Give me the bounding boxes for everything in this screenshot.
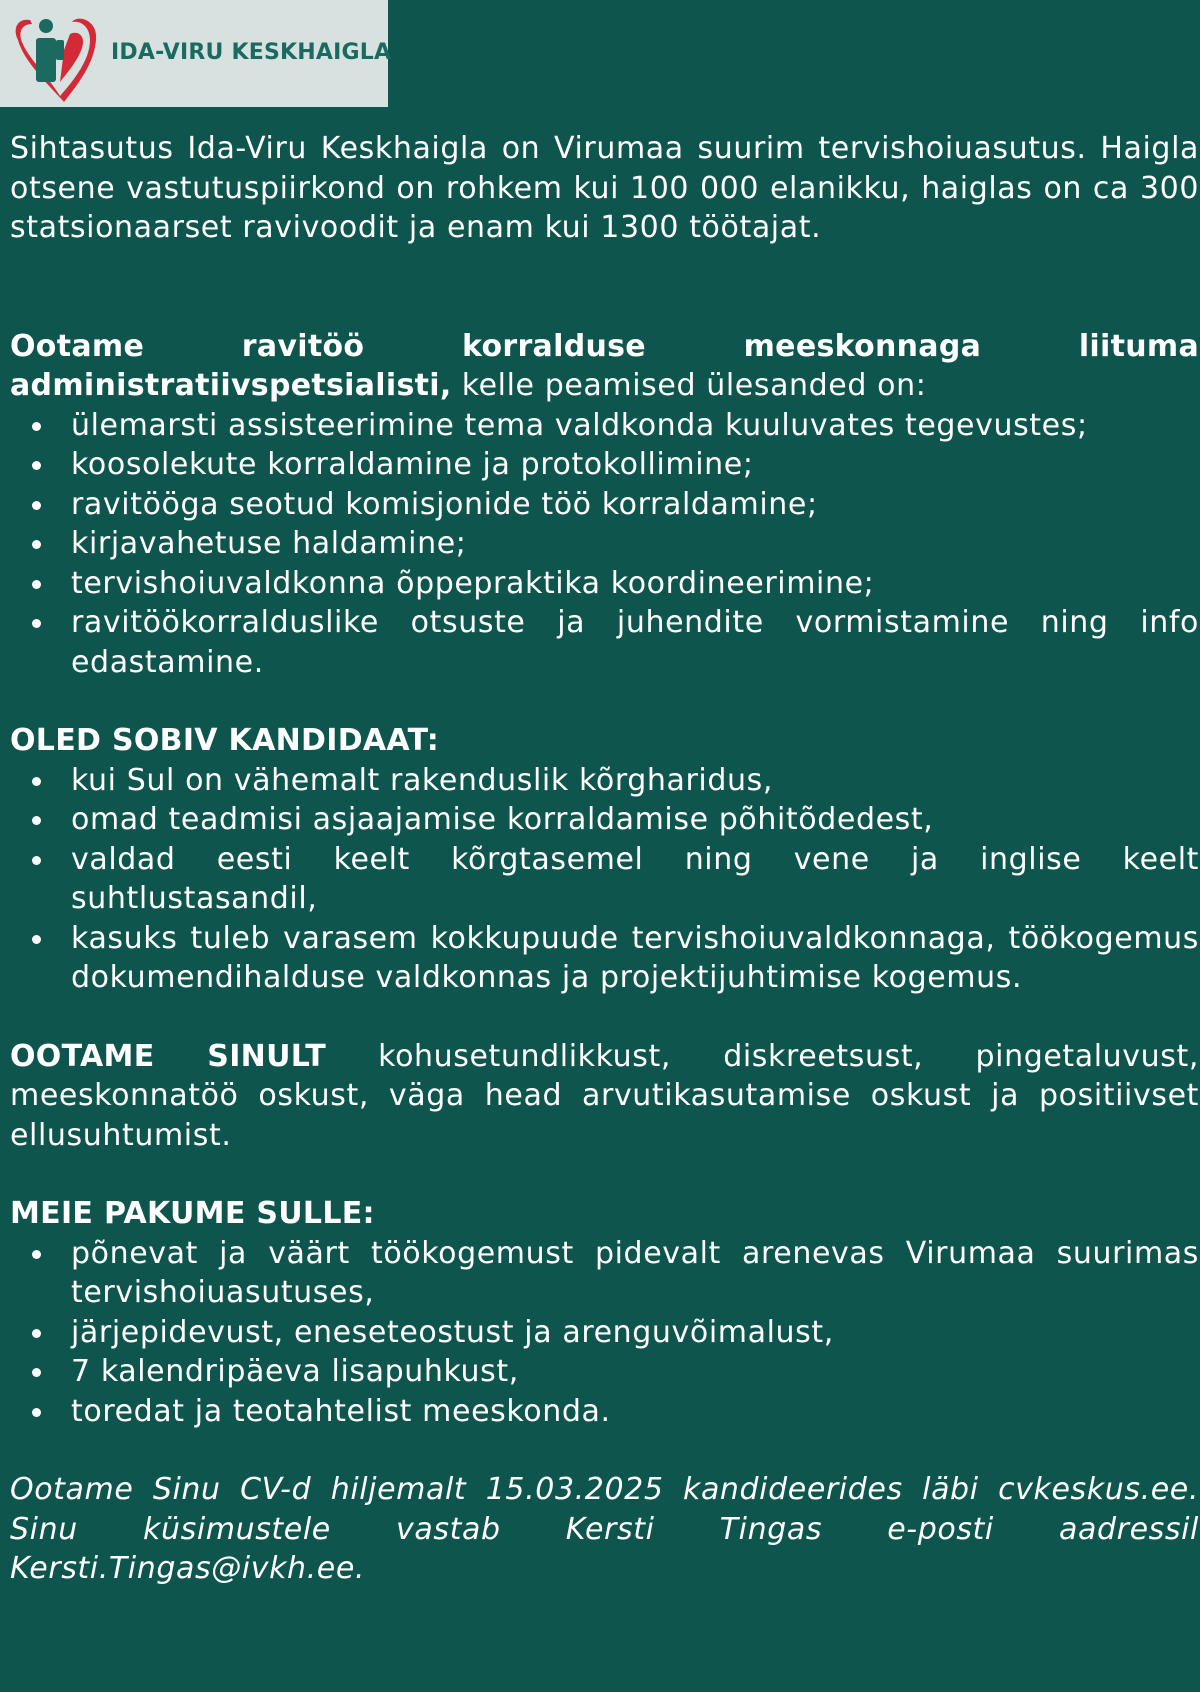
candidate-list bbox=[10, 761, 1199, 998]
list-item: kirjavahetuse haldamine; bbox=[71, 524, 1199, 564]
list-item: põnevat ja väärt töökogemust pidevalt arenevas Virumaa suurimas tervishoiuasutuses, bbox=[71, 1234, 1199, 1313]
expect-bold: OOTAME SINULT bbox=[10, 1038, 326, 1074]
list-item: tervishoiuvaldkonna õppepraktika koordineerimine; bbox=[71, 564, 1199, 604]
expect-paragraph bbox=[10, 1037, 1199, 1156]
offer-list bbox=[10, 1234, 1199, 1432]
logo-text: IDA-VIRU KESKHAIGLA bbox=[111, 40, 392, 65]
list-item: ravitöökorralduslike otsuste ja juhendite vormistamine ning info edastamine. bbox=[71, 603, 1199, 682]
intro-paragraph: Sihtasutus Ida-Viru Keskhaigla on Virumaa suurim tervishoiuasutus. Haigla otsene vastutuspiirkond on rohkem kui 100 000 elanikku, haiglas on ca 300 statsionaarset ravivoodit ja enam kui 1300 töötajat. bbox=[10, 131, 1199, 245]
candidate-heading: OLED SOBIV KANDIDAAT: bbox=[10, 723, 440, 758]
list-item: kasuks tuleb varasem kokkupuude tervishoiuvaldkonnaga, töökogemus dokumendihalduse valdkonnas ja projektijuhtimise kogemus. bbox=[71, 919, 1199, 998]
offer-heading: MEIE PAKUME SULLE: bbox=[10, 1196, 375, 1231]
hospital-logo-icon bbox=[8, 10, 98, 106]
list-item: 7 kalendripäeva lisapuhkust, bbox=[71, 1352, 1199, 1392]
job-ad-content bbox=[10, 129, 1199, 1589]
logo-banner bbox=[0, 0, 392, 107]
list-item: ülemarsti assisteerimine tema valdkonda kuuluvates tegevustes; bbox=[71, 406, 1199, 446]
list-item: valdad eesti keelt kõrgtasemel ning vene ja inglise keelt suhtlustasandil, bbox=[71, 840, 1199, 919]
list-item: järjepidevust, eneseteostust ja arenguvõimalust, bbox=[71, 1313, 1199, 1353]
role-lead bbox=[10, 327, 1199, 406]
role-lead-bold: Ootame ravitöö korralduse meeskonnaga liituma administratiivspetsialisti, bbox=[10, 328, 1199, 403]
list-item: ravitööga seotud komisjonide töö korraldamine; bbox=[71, 485, 1199, 525]
expect-rest: kohusetundlikkust, diskreetsust, pingetaluvust, meeskonnatöö oskust, väga head arvutikasutamise oskust ja positiivset ellusuhtumist. bbox=[10, 1038, 1199, 1153]
footer-contact: Ootame Sinu CV-d hiljemalt 15.03.2025 kandideerides läbi cvkeskus.ee. Sinu küsimustele vastab Kersti Tingas e-posti aadressil Kersti.Tingas@ivkh.ee. bbox=[10, 1472, 1199, 1586]
list-item: omad teadmisi asjaajamise korraldamise põhitõdedest, bbox=[71, 800, 1199, 840]
list-item: kui Sul on vähemalt rakenduslik kõrgharidus, bbox=[71, 761, 1199, 801]
list-item: koosolekute korraldamine ja protokollimine; bbox=[71, 445, 1199, 485]
tasks-list bbox=[10, 406, 1199, 683]
role-lead-rest: kelle peamised ülesanded on: bbox=[451, 368, 927, 403]
list-item: toredat ja teotahtelist meeskonda. bbox=[71, 1392, 1199, 1432]
